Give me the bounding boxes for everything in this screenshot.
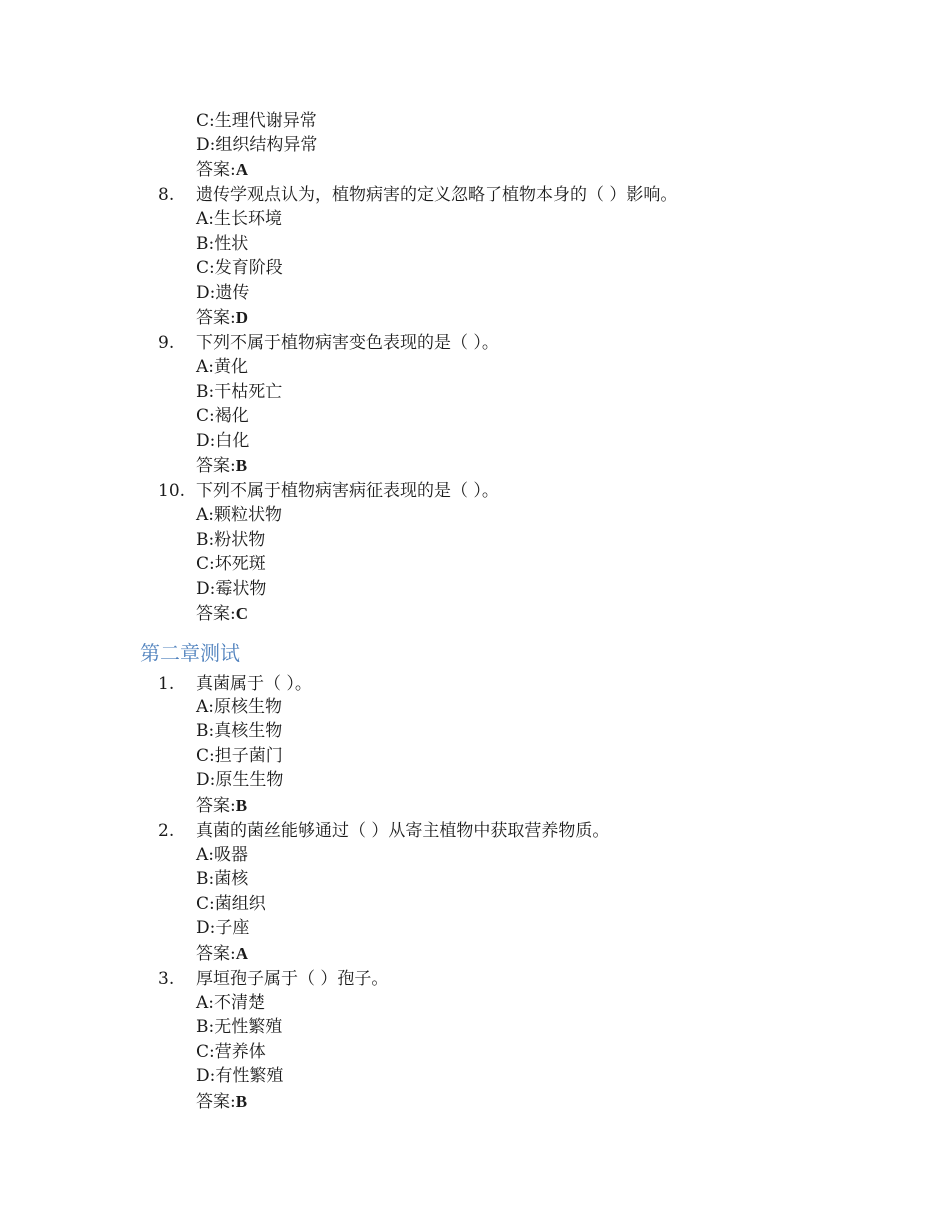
answer-line [196, 795, 247, 817]
answer-value: B [235, 456, 248, 475]
option-item: B:干枯死亡 [196, 382, 283, 402]
option-item: C:褐化 [196, 406, 249, 426]
option-item: B:无性繁殖 [196, 1017, 283, 1037]
option-item: D:原生生物 [196, 770, 284, 790]
answer-line [196, 1091, 247, 1113]
option-item: C:发育阶段 [196, 258, 283, 278]
answer-value: B [235, 1092, 248, 1111]
option-item: C:生理代谢异常 [196, 111, 317, 131]
option-item: D:遗传 [196, 283, 250, 303]
answer-line [196, 943, 248, 965]
answer-label: 答案: [196, 944, 236, 964]
option-item: C:坏死斑 [196, 554, 266, 574]
answer-label: 答案: [196, 160, 236, 180]
answer-line [196, 159, 248, 181]
option-item: A:颗粒状物 [196, 505, 283, 525]
option-item: B:真核生物 [196, 721, 283, 741]
answer-label: 答案: [196, 308, 236, 328]
question-number: 8. [158, 185, 175, 205]
question-number: 2. [158, 821, 175, 841]
answer-line [196, 307, 248, 329]
answer-value: D [235, 308, 249, 327]
option-item: C:菌组织 [196, 894, 266, 914]
chapter-heading: 第二章测试 [140, 641, 240, 665]
option-item: D:白化 [196, 431, 250, 451]
question-text: 下列不属于植物病害变色表现的是（ ）。 [196, 333, 499, 353]
option-item: D:有性繁殖 [196, 1066, 284, 1086]
answer-label: 答案: [196, 604, 236, 624]
answer-line [196, 603, 248, 625]
question-text: 真菌属于（ ）。 [196, 674, 312, 694]
question-number: 3. [158, 969, 175, 989]
option-item: A:黄化 [196, 357, 249, 377]
answer-value: A [235, 944, 249, 963]
question-text: 真菌的菌丝能够通过（ ）从寄主植物中获取营养物质。 [196, 821, 610, 841]
question-number: 1. [158, 674, 175, 694]
question-number: 10. [158, 481, 186, 501]
option-item: D:子座 [196, 918, 250, 938]
question-number: 9. [158, 333, 175, 353]
question-text: 厚垣孢子属于（ ）孢子。 [196, 969, 389, 989]
question-text: 下列不属于植物病害病征表现的是（ ）。 [196, 481, 499, 501]
option-item: A:生长环境 [196, 209, 283, 229]
option-item: A:吸器 [196, 845, 249, 865]
option-item: A:不清楚 [196, 993, 266, 1013]
answer-label: 答案: [196, 456, 236, 476]
answer-label: 答案: [196, 796, 236, 816]
option-item: D:霉状物 [196, 579, 267, 599]
answer-line [196, 455, 247, 477]
option-item: B:粉状物 [196, 530, 266, 550]
answer-value: A [235, 160, 249, 179]
option-item: D:组织结构异常 [196, 135, 318, 155]
question-text: 遗传学观点认为，植物病害的定义忽略了植物本身的（ ）影响。 [196, 185, 678, 205]
answer-value: B [235, 796, 248, 815]
option-item: B:性状 [196, 234, 249, 254]
option-item: A:原核生物 [196, 697, 283, 717]
option-item: B:菌核 [196, 869, 249, 889]
option-item: C:担子菌门 [196, 746, 283, 766]
answer-value: C [235, 604, 249, 623]
answer-label: 答案: [196, 1092, 236, 1112]
option-item: C:营养体 [196, 1042, 266, 1062]
